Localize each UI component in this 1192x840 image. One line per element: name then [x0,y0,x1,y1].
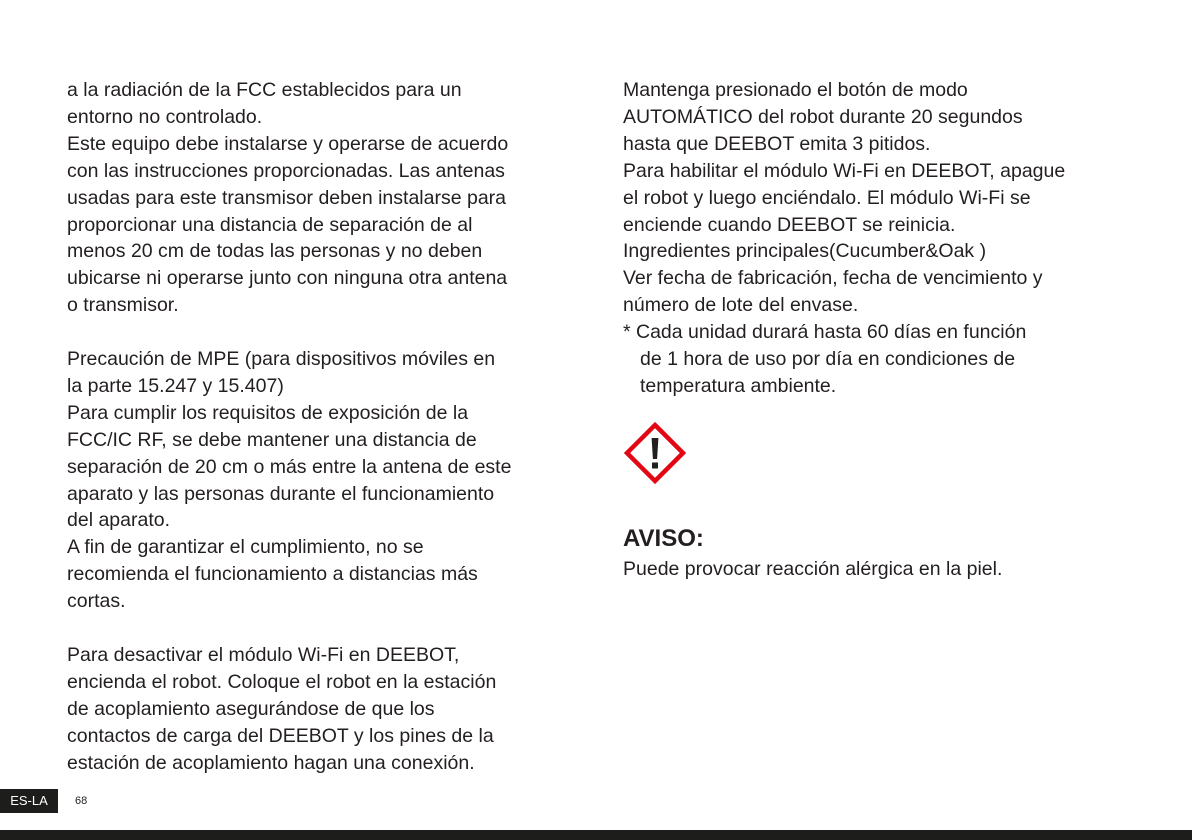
text-line: cortas. [67,590,126,613]
text-line: AUTOMÁTICO del robot durante 20 segundos [623,105,1023,128]
text-line: aparato y las personas durante el funcionamiento [67,482,495,505]
text-line: Para desactivar el módulo Wi-Fi en DEEBOT, [67,644,460,666]
warning-text: Puede provocar reacción alérgica en la piel. [623,558,1003,580]
text-line: Precaución de MPE (para dispositivos móviles en [67,348,496,371]
text-line: Para habilitar el módulo Wi-Fi en DEEBOT, apague [623,159,1066,182]
text-line: FCC/IC RF, se debe mantener una distancia de [67,428,477,451]
text-line: con las instrucciones proporcionadas. Las antenas [67,159,505,182]
text-line: el robot y luego enciéndalo. El módulo Wi-Fi se [623,186,1031,209]
text-line: de acoplamiento asegurándose de que los [67,697,435,720]
text-line: ubicarse ni operarse junto con ninguna otra antena [67,267,508,290]
text-line: del aparato. [67,509,170,532]
text-line: a la radiación de la FCC establecidos para un [67,79,462,101]
text-line: Mantenga presionado el botón de modo [623,79,968,101]
page-number: 68 [75,795,88,807]
text-line: temperatura ambiente. [640,374,837,397]
text-line: Este equipo debe instalarse y operarse de acuerdo [67,132,509,155]
text-line: menos 20 cm de todas las personas y no deben [67,240,483,263]
language-tab: ES-LA [0,789,58,813]
text-line: estación de acoplamiento hagan una conexión. [67,751,475,774]
text-line: usadas para este transmisor deben instalarse para [67,186,506,209]
text-line: * Cada unidad durará hasta 60 días en función [623,321,1027,344]
bottom-rule [0,830,1192,840]
text-line: recomienda el funcionamiento a distancias más [67,563,478,586]
paragraph-gap [67,615,577,642]
text-line: proporcionar una distancia de separación de al [67,213,473,236]
text-line: contactos de carga del DEEBOT y los pines de la [67,724,494,747]
text-line: A fin de garantizar el cumplimiento, no se [67,536,424,559]
text-line: enciende cuando DEEBOT se reinicia. [623,213,956,236]
text-line: la parte 15.247 y 15.407) [67,374,284,397]
warning-title: AVISO: [623,525,704,552]
warning-pictogram [623,421,687,485]
text-line: Ingredientes principales(Cucumber&Oak ) [623,240,987,263]
right-text-column [623,77,1183,400]
text-line: Para cumplir los requisitos de exposición de la [67,401,469,424]
text-line: separación de 20 cm o más entre la antena de este [67,455,512,478]
text-line: hasta que DEEBOT emita 3 pitidos. [623,132,931,155]
exclamation-diamond-icon [623,421,687,485]
text-line: número de lote del envase. [623,294,859,317]
paragraph-gap [67,319,577,346]
text-line: o transmisor. [67,294,179,317]
text-line: encienda el robot. Coloque el robot en la estación [67,670,497,693]
text-line: de 1 hora de uso por día en condiciones de [640,348,1016,371]
left-text-column [67,77,577,777]
text-line: entorno no controlado. [67,105,263,128]
text-line: Ver fecha de fabricación, fecha de vencimiento y [623,267,1043,290]
